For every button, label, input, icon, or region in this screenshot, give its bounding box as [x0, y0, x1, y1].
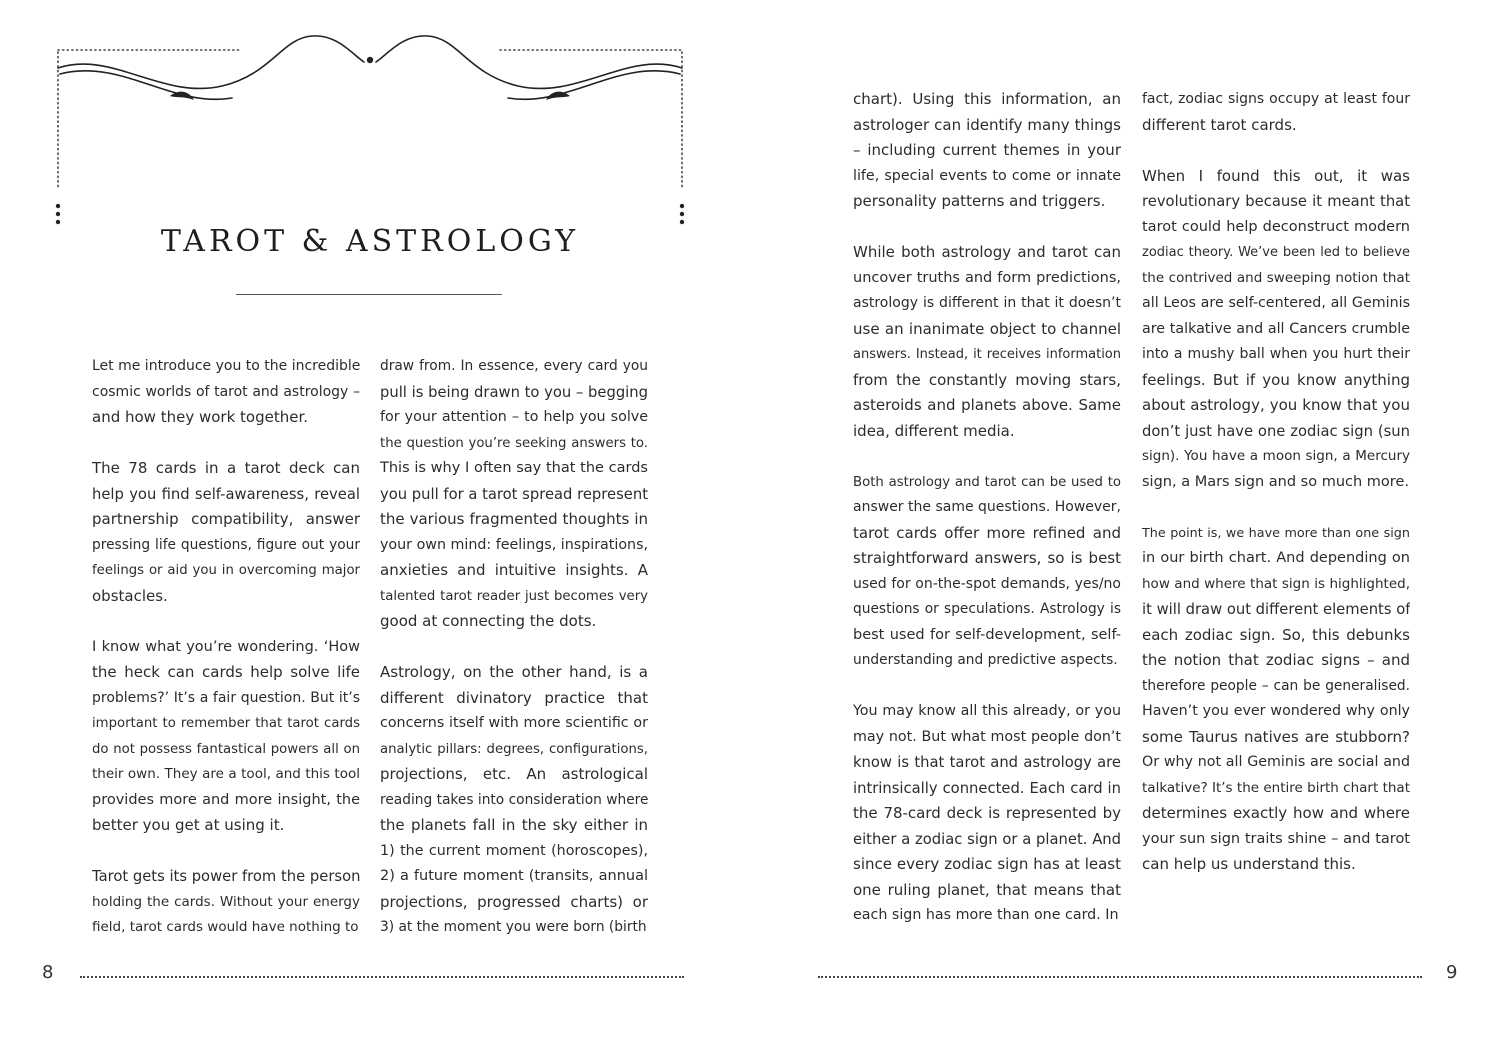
paragraph: [853, 699, 1121, 929]
text-line: uncover truths and form predictions,: [853, 269, 1121, 286]
right-page-column-2: [1142, 87, 1410, 878]
text-line: zodiac theory. We’ve been led to believe: [1142, 245, 1410, 260]
page-title: TAROT & ASTROLOGY: [160, 224, 580, 259]
text-line: the various fragmented thoughts in: [380, 510, 648, 528]
text-line: about astrology, you know that you: [1142, 396, 1410, 414]
text-line: Tarot gets its power from the person: [92, 868, 360, 885]
ornamental-frame: [52, 30, 688, 234]
text-line: 3) at the moment you were born (birth: [380, 919, 647, 935]
text-line: good at connecting the dots.: [380, 612, 597, 630]
text-line: either a zodiac sign or a planet. And: [853, 830, 1121, 848]
text-line: the contrived and sweeping notion that: [1142, 269, 1410, 286]
text-line: I know what you’re wondering. ‘How: [92, 638, 360, 655]
paragraph: [380, 660, 648, 941]
text-line: projections, etc. An astrological: [380, 765, 648, 783]
text-line: 2) a future moment (transits, annual: [380, 868, 648, 884]
text-line: Or why not all Geminis are social and: [1142, 754, 1410, 770]
text-line: life, special events to come or innate: [853, 167, 1121, 184]
text-line: draw from. In essence, every card you: [380, 358, 648, 374]
paragraph: [92, 635, 360, 839]
text-line: – including current themes in your: [853, 141, 1121, 159]
text-line: used for on-the-spot demands, yes/no: [853, 575, 1121, 592]
text-line: may not. But what most people don’t: [853, 728, 1121, 745]
text-line: you pull for a tarot spread represent: [380, 485, 648, 503]
text-line: asteroids and planets above. Same: [853, 396, 1121, 414]
text-line: straightforward answers, so is best: [853, 549, 1121, 567]
text-line: holding the cards. Without your energy: [92, 893, 360, 910]
paragraph: [380, 354, 648, 635]
text-line: each zodiac sign. So, this debunks: [1142, 625, 1410, 644]
text-line: partnership compatibility, answer: [92, 510, 360, 528]
text-line: idea, different media.: [853, 421, 1015, 440]
text-line: important to remember that tarot cards: [92, 716, 360, 731]
text-line: tarot could help deconstruct modern: [1142, 218, 1410, 235]
text-line: know is that tarot and astrology are: [853, 754, 1121, 771]
text-line: sign, a Mars sign and so much more.: [1142, 473, 1409, 490]
paragraph: [1142, 87, 1410, 138]
paragraph: [853, 87, 1121, 215]
text-line: therefore people – can be generalised.: [1142, 677, 1410, 694]
text-line: astrology is different in that it doesn’t: [853, 295, 1121, 311]
text-line: personality patterns and triggers.: [853, 192, 1106, 210]
text-line: When I found this out, it was: [1142, 166, 1410, 185]
paragraph: [1142, 164, 1410, 496]
text-line: all Leos are self-centered, all Geminis: [1142, 295, 1410, 311]
paragraph: [92, 354, 360, 431]
text-line: reading takes into consideration where: [380, 791, 648, 808]
text-line: anxieties and intuitive insights. A: [380, 561, 648, 579]
text-line: fact, zodiac signs occupy at least four: [1142, 91, 1410, 107]
text-line: understanding and predictive aspects.: [853, 652, 1118, 668]
text-line: answers. Instead, it receives information: [853, 347, 1121, 362]
text-line: talkative? It’s the entire birth chart that: [1142, 779, 1410, 796]
text-line: from the constantly moving stars,: [853, 370, 1121, 389]
paragraph: [1142, 521, 1410, 878]
text-line: feelings. But if you know anything: [1142, 370, 1410, 389]
text-line: questions or speculations. Astrology is: [853, 601, 1121, 617]
text-line: astrologer can identify many things: [853, 115, 1121, 134]
text-line: problems?’ It’s a fair question. But it’s: [92, 689, 360, 706]
right-page-column-1: [853, 87, 1121, 929]
left-page-column-2: [380, 354, 648, 941]
text-line: one ruling planet, that means that: [853, 880, 1121, 899]
text-line: feelings or aid you in overcoming major: [92, 563, 360, 578]
text-line: pressing life questions, figure out your: [92, 536, 360, 553]
text-line: tarot cards offer more refined and: [853, 523, 1121, 542]
text-line: are talkative and all Cancers crumble: [1142, 320, 1410, 337]
text-line: analytic pillars: degrees, configurations,: [380, 741, 648, 757]
text-line: You may know all this already, or you: [853, 703, 1121, 719]
text-line: Haven’t you ever wondered why only: [1142, 703, 1410, 719]
paragraph: [92, 864, 360, 941]
text-line: for your attention – to help you solve: [380, 409, 648, 425]
text-line: This is why I often say that the cards: [380, 460, 648, 476]
text-line: can help us understand this.: [1142, 855, 1356, 873]
text-line: Both astrology and tarot can be used to: [853, 474, 1121, 490]
text-line: talented tarot reader just becomes very: [380, 588, 648, 604]
text-line: use an inanimate object to channel: [853, 319, 1121, 338]
text-line: sign). You have a moon sign, a Mercury: [1142, 448, 1410, 464]
text-line: and how they work together.: [92, 408, 309, 426]
text-line: your own mind: feelings, inspirations,: [380, 536, 648, 553]
text-line: projections, progressed charts) or: [380, 892, 648, 911]
text-line: determines exactly how and where: [1142, 804, 1410, 822]
text-line: the 78-card deck is represented by: [853, 804, 1121, 822]
page-number-left: 8: [42, 962, 54, 983]
text-line: intrinsically connected. Each card in: [853, 779, 1121, 797]
paragraph: [853, 240, 1121, 444]
text-line: better you get at using it.: [92, 816, 285, 834]
text-line: since every zodiac sign has at least: [853, 855, 1121, 873]
text-line: best used for self-development, self-: [853, 626, 1121, 643]
text-line: their own. They are a tool, and this tool: [92, 766, 360, 782]
page-number-right: 9: [1446, 962, 1458, 983]
text-line: 1) the current moment (horoscopes),: [380, 842, 648, 859]
text-line: The 78 cards in a tarot deck can: [92, 459, 360, 477]
text-line: do not possess fantastical powers all on: [92, 741, 360, 757]
text-line: provides more and more insight, the: [92, 791, 360, 808]
text-line: chart). Using this information, an: [853, 90, 1121, 108]
text-line: some Taurus natives are stubborn?: [1142, 727, 1410, 746]
title-underline: [236, 294, 502, 295]
text-line: answer the same questions. However,: [853, 499, 1121, 515]
paragraph: [92, 456, 360, 609]
right-page-footer-rule: [818, 976, 1422, 981]
text-line: each sign has more than one card. In: [853, 907, 1119, 923]
text-line: don’t just have one zodiac sign (sun: [1142, 422, 1410, 440]
text-line: how and where that sign is highlighted,: [1142, 575, 1410, 592]
text-line: the planets fall in the sky either in: [380, 816, 648, 834]
text-line: into a mushy ball when you hurt their: [1142, 346, 1410, 362]
text-line: pull is being drawn to you – begging: [380, 383, 648, 401]
text-line: the question you’re seeking answers to.: [380, 435, 648, 451]
text-line: obstacles.: [92, 586, 168, 605]
text-line: in our birth chart. And depending on: [1142, 550, 1410, 566]
text-line: the notion that zodiac signs – and: [1142, 651, 1410, 669]
left-page-footer-rule: [80, 976, 684, 981]
text-line: different tarot cards.: [1142, 115, 1297, 134]
text-line: help you find self-awareness, reveal: [92, 485, 360, 503]
text-line: different divinatory practice that: [380, 688, 648, 707]
text-line: your sun sign traits shine – and tarot: [1142, 830, 1410, 847]
text-line: cosmic worlds of tarot and astrology –: [92, 383, 360, 400]
paragraph: [853, 470, 1121, 674]
text-line: Let me introduce you to the incredible: [92, 358, 360, 374]
text-line: the heck can cards help solve life: [92, 663, 360, 681]
text-line: field, tarot cards would have nothing to: [92, 919, 359, 935]
left-page-column-1: [92, 354, 360, 941]
text-line: it will draw out different elements of: [1142, 601, 1410, 618]
text-line: The point is, we have more than one sign: [1142, 525, 1410, 541]
text-line: concerns itself with more scientific or: [380, 715, 648, 731]
text-line: While both astrology and tarot can: [853, 243, 1121, 261]
text-line: Astrology, on the other hand, is a: [380, 663, 648, 681]
text-line: revolutionary because it meant that: [1142, 193, 1410, 210]
